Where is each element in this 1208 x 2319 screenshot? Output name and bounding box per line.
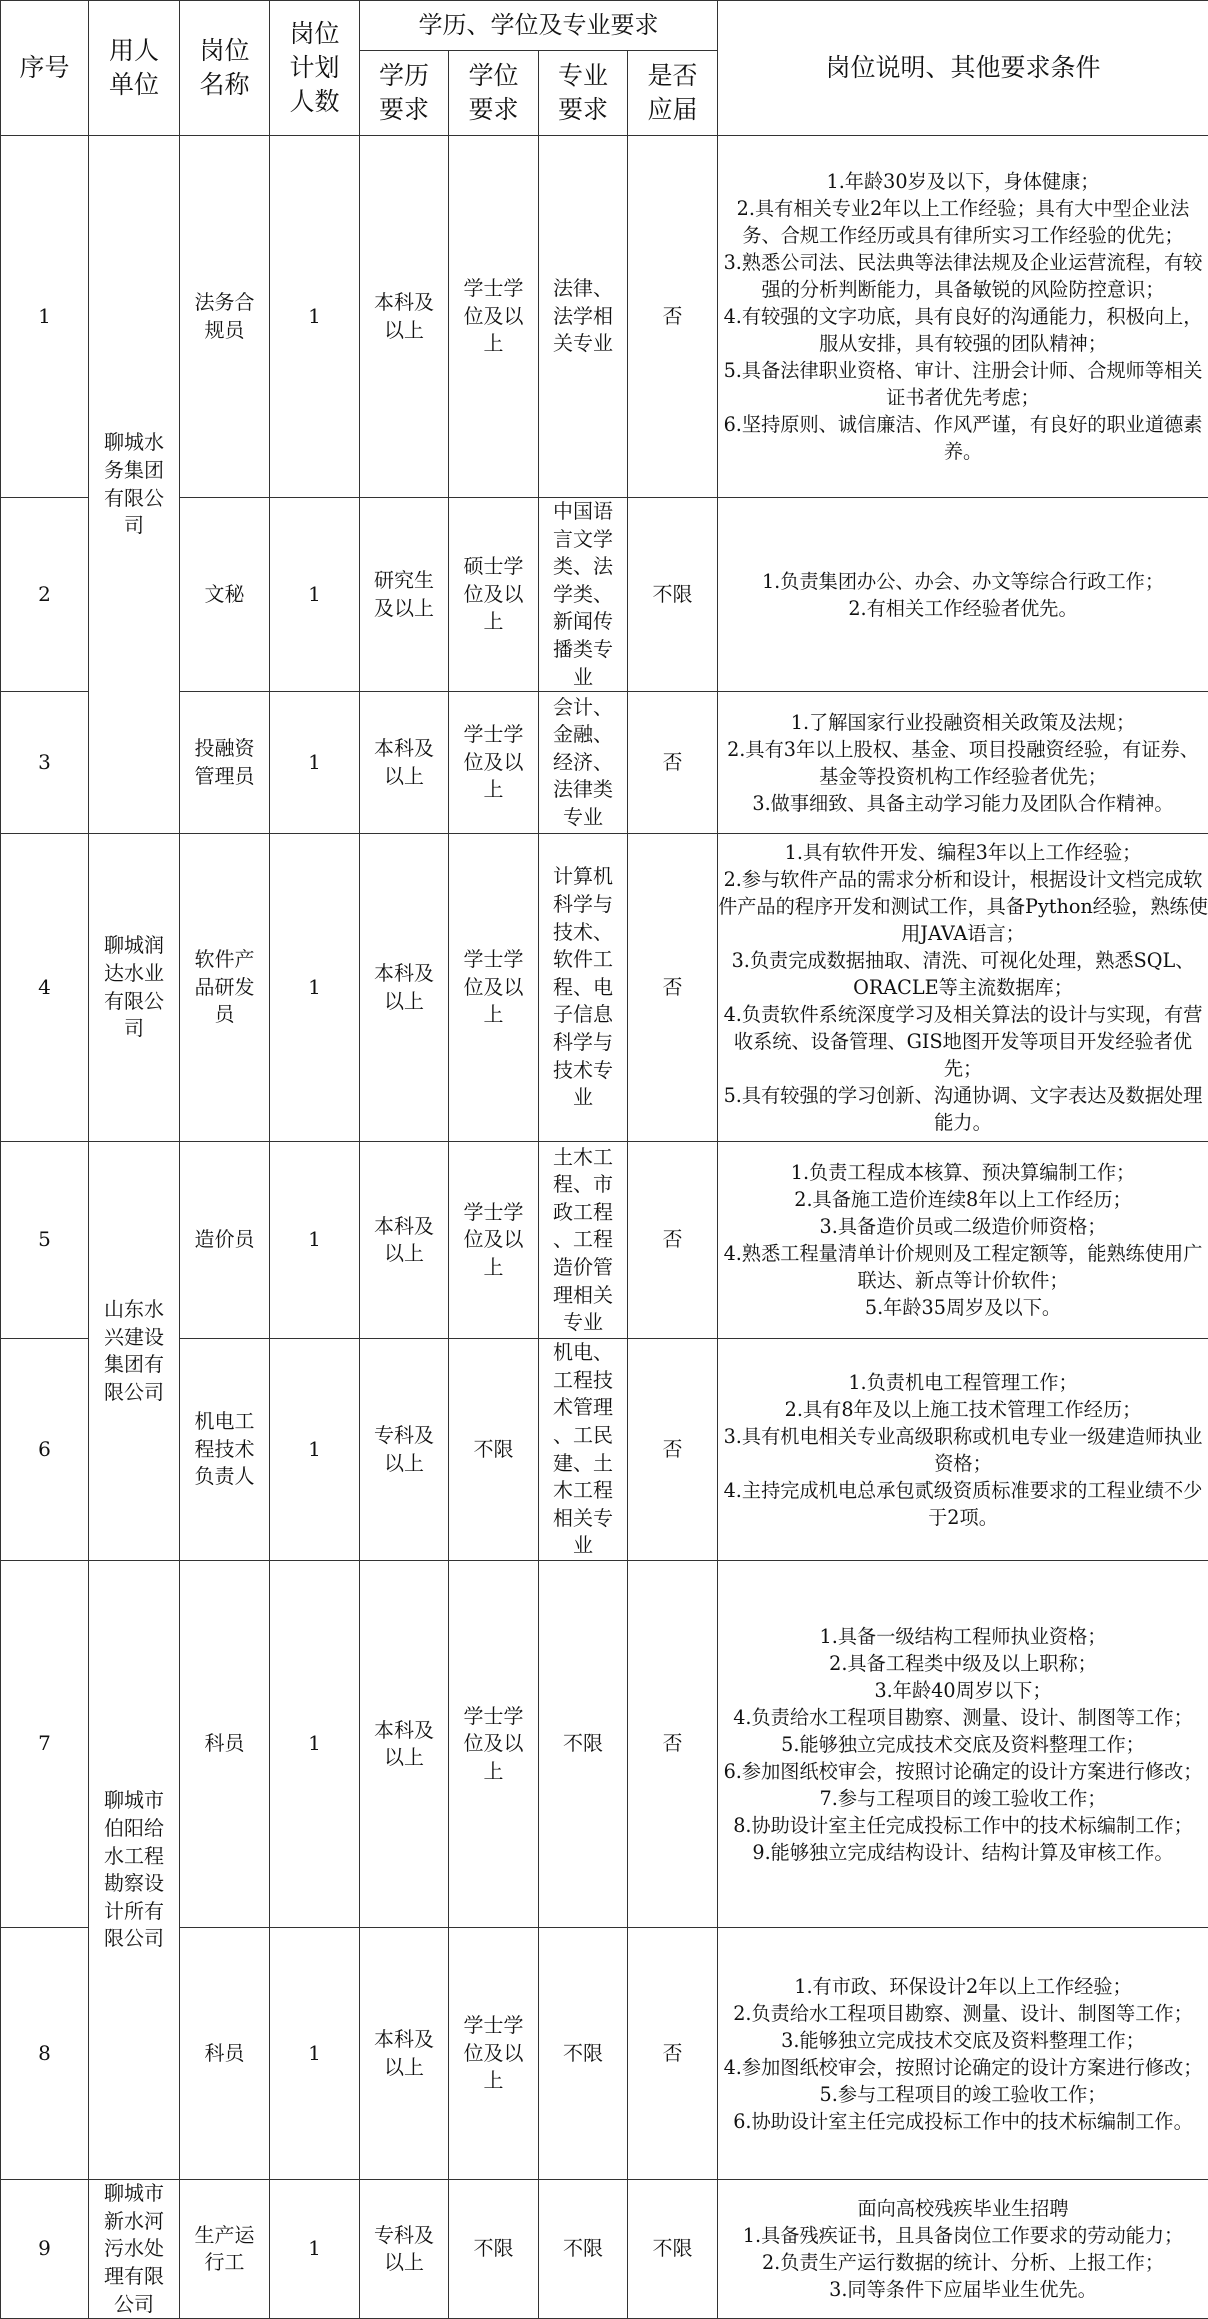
cell-unit: 山东水 兴建设 集团有 限公司 (89, 1142, 180, 1561)
header-edu: 学历 要求 (360, 51, 449, 136)
header-seq: 序号 (1, 1, 89, 136)
requirement-line: 5.参与工程项目的竣工验收工作； (718, 2081, 1208, 2108)
header-post: 岗位 名称 (180, 1, 270, 136)
requirement-line: 1.负责集团办公、办会、办文等综合行政工作； (718, 568, 1208, 595)
cell-edu: 本科及 以上 (360, 1561, 449, 1928)
requirement-line: 1.负责机电工程管理工作； (718, 1369, 1208, 1396)
header-fresh: 是否 应届 (628, 51, 718, 136)
cell-major: 土木工 程、市 政工程 、工程 造价管 理相关 专业 (539, 1142, 628, 1339)
requirement-line: 2.负责生产运行数据的统计、分析、上报工作； (718, 2249, 1208, 2276)
table-row (1, 2180, 1208, 2319)
requirement-line: 2.具有相关专业2年以上工作经验；具有大中型企业法务、合规工作经历或具有律所实习工作经验的优先； (718, 195, 1208, 249)
requirement-line: 2.具有3年以上股权、基金、项目投融资经验，有证券、基金等投资机构工作经验者优先； (718, 736, 1208, 790)
cell-degree: 学士学 位及以 上 (449, 1142, 539, 1339)
cell-post: 科员 (180, 1928, 270, 2180)
cell-major: 不限 (539, 1928, 628, 2180)
cell-plan: 1 (270, 1928, 360, 2180)
requirement-line: 1.负责工程成本核算、预决算编制工作； (718, 1159, 1208, 1186)
cell-post: 造价员 (180, 1142, 270, 1339)
cell-plan: 1 (270, 1339, 360, 1561)
requirement-line: 6.坚持原则、诚信廉洁、作风严谨，有良好的职业道德素养。 (718, 411, 1208, 465)
cell-degree: 学士学 位及以 上 (449, 834, 539, 1142)
requirement-line: 3.年龄40周岁以下； (718, 1677, 1208, 1704)
requirement-line: 4.有较强的文字功底，具有良好的沟通能力，积极向上，服从安排，具有较强的团队精神； (718, 303, 1208, 357)
requirement-line: 2.具有8年及以上施工技术管理工作经历； (718, 1396, 1208, 1423)
cell-degree: 学士学 位及以 上 (449, 1561, 539, 1928)
cell-desc (718, 136, 1208, 498)
cell-plan: 1 (270, 834, 360, 1142)
header-plan: 岗位 计划 人数 (270, 1, 360, 136)
cell-seq: 7 (1, 1561, 89, 1928)
cell-seq: 2 (1, 498, 89, 692)
cell-desc (718, 834, 1208, 1142)
cell-desc (718, 1339, 1208, 1561)
cell-fresh: 否 (628, 1339, 718, 1561)
cell-major: 中国语 言文学 类、法 学类、 新闻传 播类专 业 (539, 498, 628, 692)
cell-post: 法务合 规员 (180, 136, 270, 498)
requirement-line: 2.具备施工造价连续8年以上工作经历； (718, 1186, 1208, 1213)
table-row (1, 1339, 1208, 1561)
requirement-line: 面向高校残疾毕业生招聘 (718, 2195, 1208, 2222)
requirement-line: 8.协助设计室主任完成投标工作中的技术标编制工作； (718, 1812, 1208, 1839)
cell-post: 科员 (180, 1561, 270, 1928)
requirement-line: 3.具有机电相关专业高级职称或机电专业一级建造师执业资格； (718, 1423, 1208, 1477)
cell-seq: 1 (1, 136, 89, 498)
table-row (1, 498, 1208, 692)
cell-seq: 4 (1, 834, 89, 1142)
requirement-line: 5.具备法律职业资格、审计、注册会计师、合规师等相关证书者优先考虑； (718, 357, 1208, 411)
cell-degree: 不限 (449, 2180, 539, 2319)
cell-desc (718, 1561, 1208, 1928)
cell-major: 不限 (539, 1561, 628, 1928)
table-row (1, 834, 1208, 1142)
cell-plan: 1 (270, 2180, 360, 2319)
cell-fresh: 否 (628, 1928, 718, 2180)
requirement-line: 4.负责给水工程项目勘察、测量、设计、制图等工作； (718, 1704, 1208, 1731)
cell-desc (718, 1142, 1208, 1339)
cell-major: 计算机 科学与 技术、 软件工 程、电 子信息 科学与 技术专 业 (539, 834, 628, 1142)
requirement-line: 4.主持完成机电总承包贰级资质标准要求的工程业绩不少于2项。 (718, 1477, 1208, 1531)
table-row (1, 692, 1208, 834)
cell-plan: 1 (270, 1561, 360, 1928)
cell-degree: 不限 (449, 1339, 539, 1561)
cell-degree: 硕士学 位及以 上 (449, 498, 539, 692)
header-unit: 用人 单位 (89, 1, 180, 136)
cell-major: 会计、 金融、 经济、 法律类 专业 (539, 692, 628, 834)
cell-fresh: 否 (628, 692, 718, 834)
requirement-line: 7.参与工程项目的竣工验收工作； (718, 1785, 1208, 1812)
cell-seq: 9 (1, 2180, 89, 2319)
requirement-line: 4.熟悉工程量清单计价规则及工程定额等，能熟练使用广联达、新点等计价软件； (718, 1240, 1208, 1294)
requirement-line: 5.具有较强的学习创新、沟通协调、文字表达及数据处理能力。 (718, 1082, 1208, 1136)
requirement-line: 3.能够独立完成技术交底及资料整理工作； (718, 2027, 1208, 2054)
header-major: 专业 要求 (539, 51, 628, 136)
cell-seq: 5 (1, 1142, 89, 1339)
cell-seq: 8 (1, 1928, 89, 2180)
table-row (1, 136, 1208, 498)
requirement-line: 5.年龄35周岁及以下。 (718, 1294, 1208, 1321)
cell-desc (718, 1928, 1208, 2180)
cell-edu: 专科及 以上 (360, 2180, 449, 2319)
requirement-line: 4.负责软件系统深度学习及相关算法的设计与实现，有营收系统、设备管理、GIS地图开发等项目开发经验者优先； (718, 1001, 1208, 1082)
requirement-line: 2.有相关工作经验者优先。 (718, 595, 1208, 622)
requirement-line: 5.能够独立完成技术交底及资料整理工作； (718, 1731, 1208, 1758)
cell-edu: 本科及 以上 (360, 136, 449, 498)
table-row (1, 1142, 1208, 1339)
cell-unit: 聊城市 伯阳给 水工程 勘察设 计所有 限公司 (89, 1561, 180, 2180)
cell-fresh: 否 (628, 136, 718, 498)
cell-edu: 本科及 以上 (360, 1928, 449, 2180)
requirement-line: 2.参与软件产品的需求分析和设计，根据设计文档完成软件产品的程序开发和测试工作，具备Python经验，熟练使用JAVA语言； (718, 866, 1208, 947)
cell-degree: 学士学 位及以 上 (449, 1928, 539, 2180)
cell-fresh: 否 (628, 1142, 718, 1339)
requirement-line: 4.参加图纸校审会，按照讨论确定的设计方案进行修改； (718, 2054, 1208, 2081)
header-degree: 学位 要求 (449, 51, 539, 136)
cell-desc (718, 2180, 1208, 2319)
cell-edu: 研究生 及以上 (360, 498, 449, 692)
cell-plan: 1 (270, 498, 360, 692)
cell-fresh: 否 (628, 834, 718, 1142)
cell-post: 软件产 品研发 员 (180, 834, 270, 1142)
cell-degree: 学士学 位及以 上 (449, 136, 539, 498)
cell-edu: 本科及 以上 (360, 692, 449, 834)
requirement-line: 3.做事细致、具备主动学习能力及团队合作精神。 (718, 790, 1208, 817)
cell-major: 不限 (539, 2180, 628, 2319)
requirement-line: 3.熟悉公司法、民法典等法律法规及企业运营流程，有较强的分析判断能力，具备敏锐的风险防控意识； (718, 249, 1208, 303)
requirement-line: 1.具备残疾证书，且具备岗位工作要求的劳动能力； (718, 2222, 1208, 2249)
header-desc: 岗位说明、其他要求条件 (718, 1, 1208, 136)
requirement-line: 3.负责完成数据抽取、清洗、可视化处理，熟悉SQL、ORACLE等主流数据库； (718, 947, 1208, 1001)
cell-plan: 1 (270, 692, 360, 834)
cell-plan: 1 (270, 1142, 360, 1339)
cell-post: 投融资 管理员 (180, 692, 270, 834)
requirement-line: 6.协助设计室主任完成投标工作中的技术标编制工作。 (718, 2108, 1208, 2135)
requirement-line: 3.具备造价员或二级造价师资格； (718, 1213, 1208, 1240)
requirement-line: 1.具有软件开发、编程3年以上工作经验； (718, 839, 1208, 866)
cell-degree: 学士学 位及以 上 (449, 692, 539, 834)
requirement-line: 1.了解国家行业投融资相关政策及法规； (718, 709, 1208, 736)
cell-post: 机电工 程技术 负责人 (180, 1339, 270, 1561)
cell-fresh: 不限 (628, 498, 718, 692)
header-edu-group: 学历、学位及专业要求 (360, 1, 718, 51)
requirement-line: 6.参加图纸校审会，按照讨论确定的设计方案进行修改； (718, 1758, 1208, 1785)
requirement-line: 2.负责给水工程项目勘察、测量、设计、制图等工作； (718, 2000, 1208, 2027)
requirement-line: 1.有市政、环保设计2年以上工作经验； (718, 1973, 1208, 2000)
requirement-line: 1.年龄30岁及以下，身体健康； (718, 168, 1208, 195)
requirement-line: 2.具备工程类中级及以上职称； (718, 1650, 1208, 1677)
cell-desc (718, 692, 1208, 834)
cell-edu: 专科及 以上 (360, 1339, 449, 1561)
cell-post: 文秘 (180, 498, 270, 692)
cell-seq: 3 (1, 692, 89, 834)
requirement-line: 1.具备一级结构工程师执业资格； (718, 1623, 1208, 1650)
cell-edu: 本科及 以上 (360, 1142, 449, 1339)
cell-edu: 本科及 以上 (360, 834, 449, 1142)
cell-fresh: 否 (628, 1561, 718, 1928)
cell-post: 生产运 行工 (180, 2180, 270, 2319)
cell-seq: 6 (1, 1339, 89, 1561)
requirement-line: 3.同等条件下应届毕业生优先。 (718, 2276, 1208, 2303)
cell-plan: 1 (270, 136, 360, 498)
requirement-line: 9.能够独立完成结构设计、结构计算及审核工作。 (718, 1839, 1208, 1866)
cell-major: 机电、 工程技 术管理 、工民 建、土 木工程 相关专 业 (539, 1339, 628, 1561)
cell-major: 法律、 法学相 关专业 (539, 136, 628, 498)
cell-unit: 聊城润 达水业 有限公 司 (89, 834, 180, 1142)
cell-fresh: 不限 (628, 2180, 718, 2319)
table-row (1, 1928, 1208, 2180)
cell-desc (718, 498, 1208, 692)
table-row (1, 1561, 1208, 1928)
cell-unit: 聊城水 务集团 有限公 司 (89, 136, 180, 834)
cell-unit: 聊城市 新水河 污水处 理有限 公司 (89, 2180, 180, 2319)
